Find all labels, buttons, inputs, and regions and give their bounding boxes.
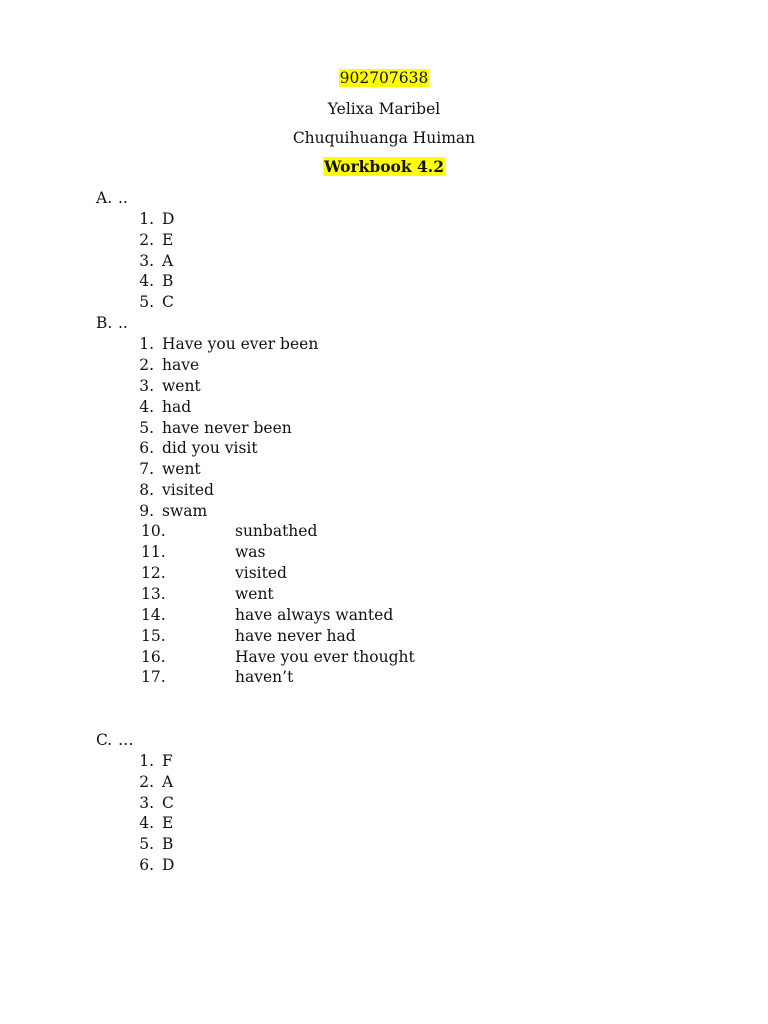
item-number: 3.	[139, 794, 154, 812]
list-item	[96, 501, 207, 521]
section-letter: A.	[96, 189, 113, 207]
list-item	[96, 397, 191, 417]
item-number: 12.	[141, 564, 166, 582]
item-answer: went	[162, 460, 201, 478]
list-item	[96, 292, 174, 312]
item-number: 2.	[139, 356, 154, 374]
item-number: 15.	[141, 627, 166, 645]
list-item	[141, 584, 274, 604]
list-item	[141, 521, 317, 541]
item-number: 17.	[141, 668, 166, 686]
item-number: 6.	[139, 439, 154, 457]
item-number: 14.	[141, 606, 166, 624]
list-item	[96, 230, 173, 250]
item-number: 10.	[141, 522, 166, 540]
item-answer: visited	[235, 564, 287, 582]
list-item	[141, 626, 356, 646]
list-item	[96, 438, 258, 458]
list-item	[96, 772, 173, 792]
item-number: 5.	[139, 293, 154, 311]
list-item	[96, 251, 173, 271]
item-number: 4.	[139, 272, 154, 290]
list-item	[96, 480, 214, 500]
item-answer: A	[162, 773, 174, 791]
list-item	[96, 209, 174, 229]
item-answer: E	[162, 231, 174, 249]
item-answer: B	[162, 835, 174, 853]
id-number-line	[0, 68, 768, 88]
list-item	[96, 834, 173, 854]
id-number: 902707638	[339, 69, 429, 87]
item-answer: sunbathed	[235, 522, 318, 540]
item-answer: did you visit	[162, 439, 258, 457]
item-number: 6.	[139, 856, 154, 874]
item-answer: Have you ever thought	[235, 648, 415, 666]
list-item	[96, 793, 174, 813]
item-answer: A	[162, 252, 174, 270]
item-answer: haven’t	[235, 668, 294, 686]
item-number: 5.	[139, 419, 154, 437]
item-answer: E	[162, 814, 174, 832]
item-number: 1.	[139, 210, 154, 228]
item-number: 1.	[139, 335, 154, 353]
section-c-label	[96, 730, 134, 750]
item-number: 4.	[139, 398, 154, 416]
section-a-label	[96, 188, 128, 208]
list-item	[96, 855, 174, 875]
section-b-label	[96, 313, 128, 333]
item-answer: B	[162, 272, 174, 290]
item-answer: F	[162, 752, 173, 770]
item-answer: Have you ever been	[162, 335, 319, 353]
list-item	[96, 334, 318, 354]
item-number: 11.	[141, 543, 166, 561]
item-number: 4.	[139, 814, 154, 832]
section-letter: B.	[96, 314, 113, 332]
item-number: 2.	[139, 773, 154, 791]
section-suffix: ..	[118, 314, 128, 332]
item-answer: went	[235, 585, 274, 603]
item-number: 9.	[139, 502, 154, 520]
item-answer: visited	[162, 481, 214, 499]
item-answer: have never been	[162, 419, 292, 437]
item-number: 3.	[139, 377, 154, 395]
item-answer: have never had	[235, 627, 356, 645]
list-item	[96, 376, 201, 396]
item-answer: D	[162, 856, 175, 874]
item-answer: C	[162, 293, 174, 311]
workbook-title-line	[0, 157, 768, 177]
item-answer: D	[162, 210, 175, 228]
item-number: 3.	[139, 252, 154, 270]
item-number: 13.	[141, 585, 166, 603]
list-item	[141, 667, 293, 687]
item-answer: swam	[162, 502, 208, 520]
item-number: 8.	[139, 481, 154, 499]
section-suffix: …	[118, 731, 134, 749]
item-answer: went	[162, 377, 201, 395]
item-number: 1.	[139, 752, 154, 770]
item-number: 7.	[139, 460, 154, 478]
item-answer: was	[235, 543, 266, 561]
item-number: 16.	[141, 648, 166, 666]
list-item	[141, 605, 393, 625]
list-item	[96, 418, 292, 438]
workbook-title: Workbook 4.2	[323, 157, 444, 176]
item-answer: have	[162, 356, 200, 374]
list-item	[96, 813, 173, 833]
list-item	[96, 355, 199, 375]
list-item	[141, 542, 265, 562]
list-item	[96, 271, 173, 291]
item-answer: C	[162, 794, 174, 812]
name-line-2: Chuquihuanga Huiman	[292, 129, 476, 147]
item-number: 2.	[139, 231, 154, 249]
item-number: 5.	[139, 835, 154, 853]
name-line-1: Yelixa Maribel	[327, 100, 441, 118]
list-item	[96, 751, 173, 771]
item-answer: had	[162, 398, 192, 416]
section-letter: C.	[96, 731, 113, 749]
section-suffix: ..	[118, 189, 128, 207]
item-answer: have always wanted	[235, 606, 394, 624]
list-item	[96, 459, 201, 479]
list-item	[141, 563, 287, 583]
list-item	[141, 647, 415, 667]
